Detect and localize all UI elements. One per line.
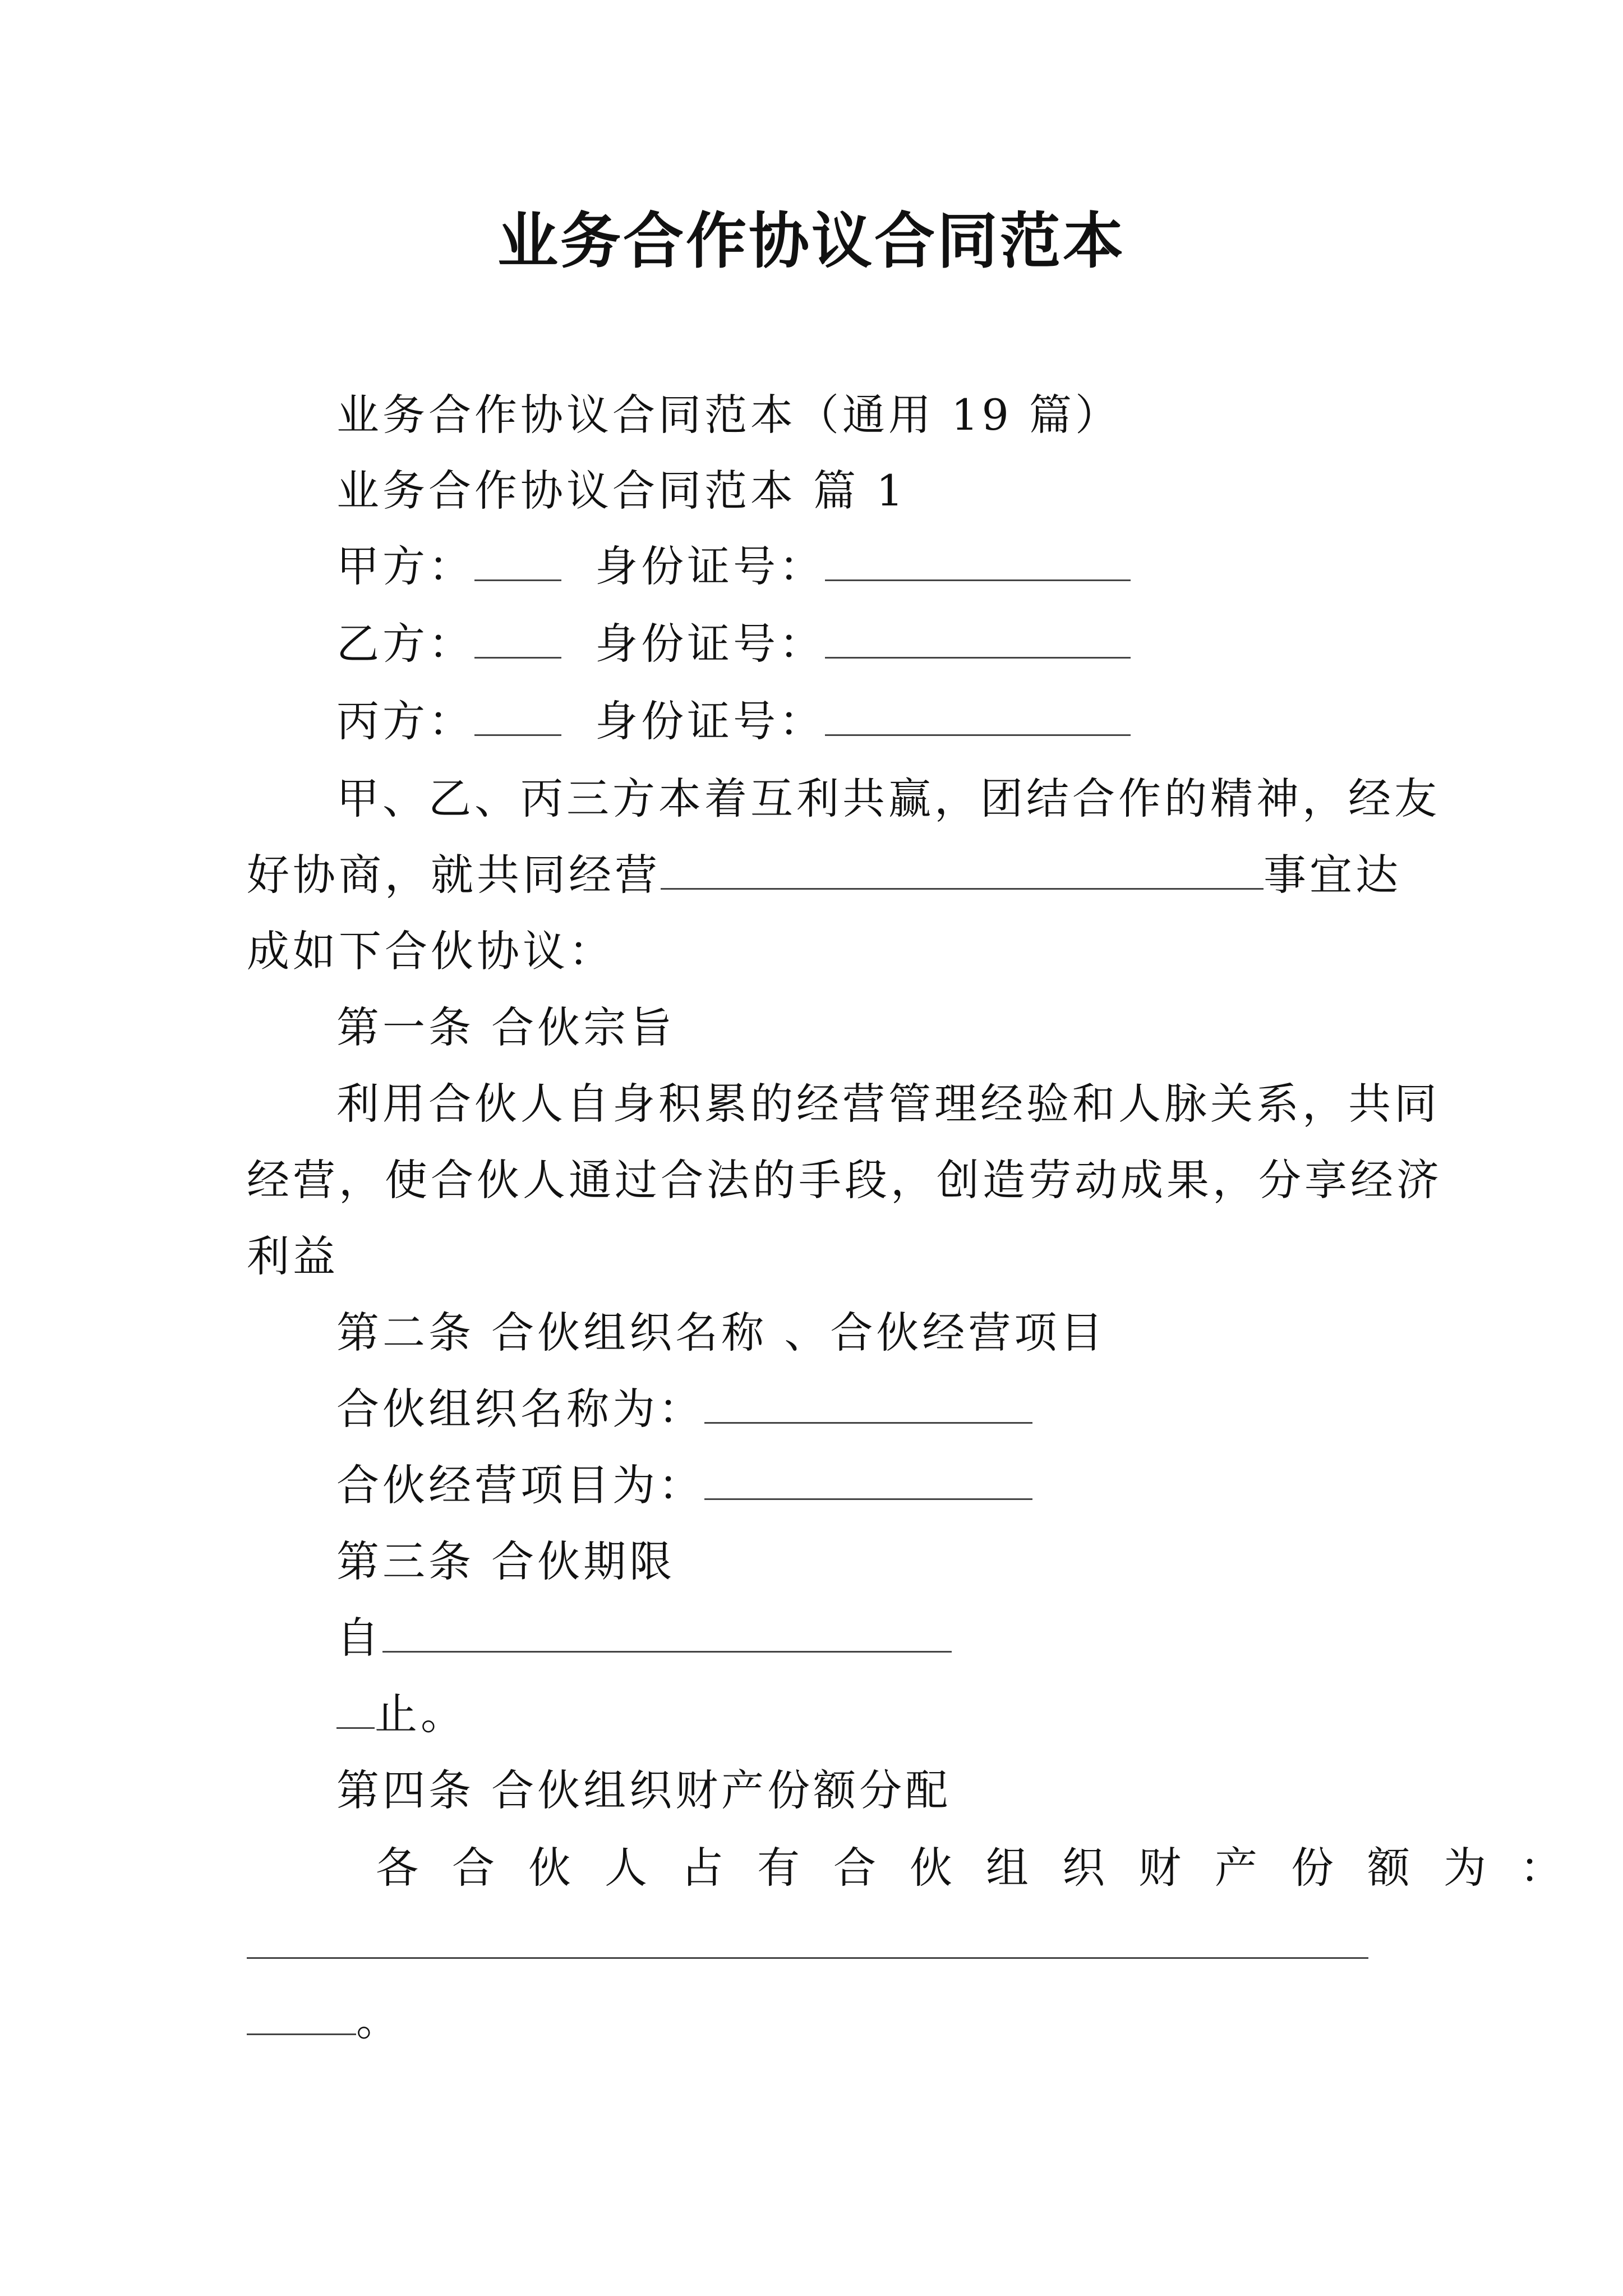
share-end-mark: 。 [356,1995,402,2045]
article-3-end-row [336,1686,467,1742]
party-c-id-label: 身份证号： [595,696,826,746]
article-4-end-row [247,1993,402,2049]
term-end-label: 止。 [375,1689,467,1739]
term-blank [382,1611,952,1653]
section-heading: 业务合作协议合同范本 篇 1 [336,466,907,516]
party-b-id-blank [825,616,1131,659]
party-a-label: 甲方： [336,541,474,591]
party-a-id-label: 身份证号： [595,541,826,591]
party-c-label: 丙方： [336,696,474,746]
intro-line-2 [247,847,1401,903]
party-c-id-blank [825,694,1131,736]
from-label: 自 [336,1613,382,1663]
article-3-from-row [336,1610,952,1666]
article-2-name-row [336,1381,1032,1437]
document-title: 业务合作协议合同范本 [497,206,1126,277]
article-2-project-row [336,1457,1032,1513]
party-c-row [336,693,1131,749]
document-subtitle: 业务合作协议合同范本（通用 19 篇） [336,390,1122,440]
term-end-blank [336,1687,375,1729]
party-b-row [336,616,1131,672]
share-end-blank [247,1993,356,2035]
business-blank [661,848,1264,890]
intro-line-1: 甲、乙、丙三方本着互利共赢，团结合作的精神，经友 [336,774,1440,823]
party-b-label: 乙方： [336,619,474,669]
party-a-name-blank [474,539,561,581]
intro-line-2-pre: 好协商，就共同经营 [247,850,661,900]
article-1-line-1: 利用合伙人自身积累的经营管理经验和人脉关系，共同 [336,1079,1440,1129]
article-4-line-1: 各合伙人占有合伙组织财产份额为： [376,1843,1596,1893]
project-label: 合伙经营项目为： [336,1460,704,1510]
org-name-blank [704,1382,1032,1424]
party-a-row [336,539,1131,595]
party-a-id-blank [825,539,1131,581]
org-name-label: 合伙组织名称为： [336,1384,704,1434]
share-blank [247,1917,1368,1959]
article-3-heading: 第三条 合伙期限 [336,1536,676,1586]
article-4-share-blank-row [247,1916,1368,1972]
project-blank [704,1458,1032,1500]
party-b-id-label: 身份证号： [595,619,826,669]
article-1-heading: 第一条 合伙宗旨 [336,1002,676,1052]
article-2-heading: 第二条 合伙组织名称 、合伙经营项目 [336,1308,1106,1358]
article-4-heading: 第四条 合伙组织财产份额分配 [336,1765,952,1815]
intro-line-3: 成如下合伙协议： [247,926,615,976]
intro-line-2-post: 事宜达 [1264,850,1401,900]
article-1-line-3: 利益 [247,1231,339,1281]
article-1-line-2: 经营，使合伙人通过合法的手段，创造劳动成果，分享经济 [247,1155,1442,1205]
party-c-name-blank [474,694,561,736]
party-b-name-blank [474,616,561,659]
